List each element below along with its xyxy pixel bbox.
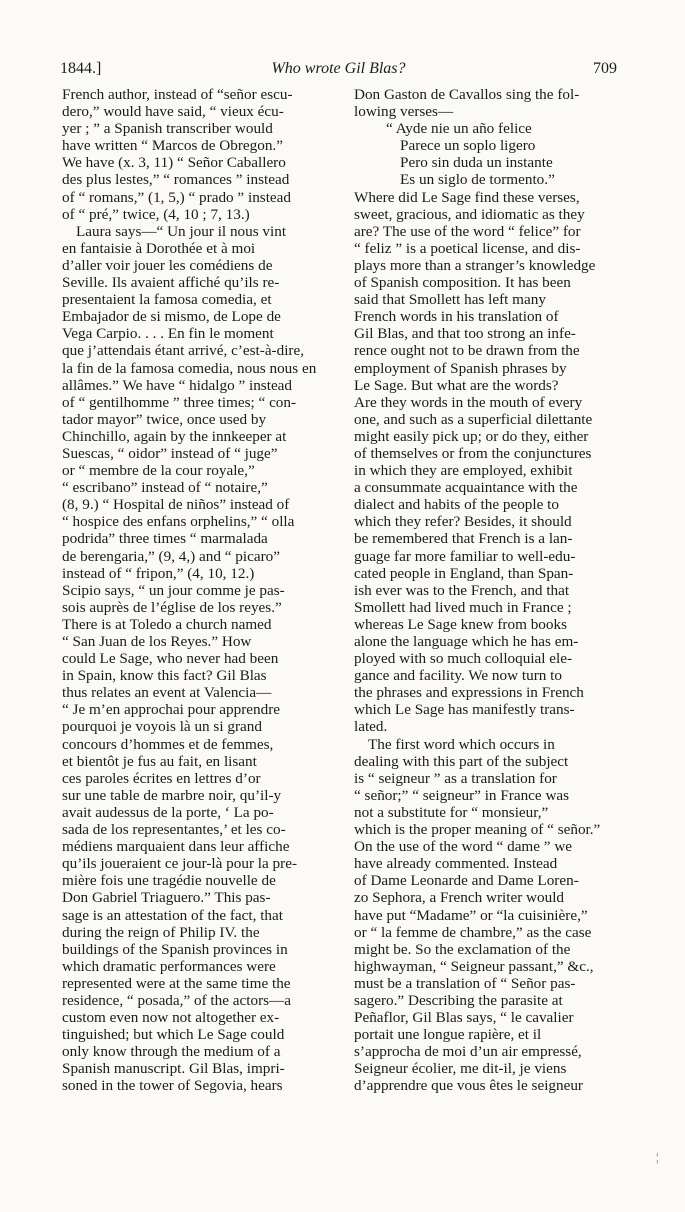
running-header — [60, 60, 617, 80]
text-line: which they refer? Besides, it should — [354, 513, 572, 531]
text-line: zo Sephora, a French writer would — [354, 889, 565, 907]
text-line: Don Gaston de Cavallos sing the fol- — [354, 86, 580, 103]
text-line: de berengaria,” (9, 4,) and “ picaro” — [62, 547, 280, 565]
text-line: one, and such as a superficial dilettante — [354, 410, 593, 428]
text-line: Pero sin duda un instante — [400, 154, 553, 172]
text-line: dero,” would have said, “ vieux écu- — [62, 103, 284, 121]
text-line: of “ gentilhomme ” three times; “ con- — [62, 393, 297, 411]
text-line: yer ; ” a Spanish transcriber would — [62, 120, 273, 138]
text-line: sagero.” Describing the parasite at — [354, 991, 563, 1009]
text-line: Laura says—“ Un jour il nous vint — [76, 222, 287, 240]
text-line: Spanish manuscript. Gil Blas, impri- — [62, 1060, 285, 1078]
text-line: Chinchillo, again by the innkeeper at — [62, 427, 287, 445]
text-line: which dramatic performances were — [62, 957, 276, 975]
text-line: of Dame Leonarde and Dame Loren- — [354, 872, 579, 890]
text-line: of themselves or from the conjunctures — [354, 444, 592, 462]
text-line: plays more than a stranger’s knowledge — [354, 256, 596, 274]
text-line: “ Je m’en approchai pour apprendre — [62, 701, 281, 719]
text-line: whereas Le Sage knew from books — [354, 615, 567, 633]
text-line: tador mayor” twice, once used by — [62, 410, 267, 428]
text-line: “ hospice des enfans orphelins,” “ olla — [62, 513, 295, 531]
text-line: highwayman, “ Seigneur passant,” &c., — [354, 957, 594, 975]
text-line: instead of “ fripon,” (4, 10, 12.) — [62, 564, 255, 582]
text-line: of Spanish composition. It has been — [354, 274, 571, 292]
text-line: Suescas, “ oidor” instead of “ juge” — [62, 444, 278, 462]
text-line: buildings of the Spanish provinces in — [62, 940, 288, 958]
text-line: the phrases and expressions in French — [354, 684, 584, 702]
text-line: French words in his translation of — [354, 308, 559, 326]
text-line: s’approcha de moi d’un air empressé, — [354, 1043, 582, 1061]
text-line: thus relates an event at Valencia— — [62, 684, 272, 702]
text-line: d’aller voir jouer les comédiens de — [62, 256, 273, 274]
text-line: gance and facility. We now turn to — [354, 667, 562, 685]
text-line: presentaient la famosa comedia, et — [62, 291, 272, 309]
text-line: ces paroles écrites en lettres d’or — [62, 769, 261, 787]
text-line: There is at Toledo a church named — [62, 615, 272, 633]
text-line: tinguished; but which Le Sage could — [62, 1026, 285, 1044]
text-line: We have (x. 3, 11) “ Señor Caballero — [62, 154, 286, 172]
text-line: have already commented. Instead — [354, 855, 558, 873]
text-line: or “ la femme de chambre,” as the case — [354, 923, 592, 941]
text-line: “ Ayde nie un año felice — [386, 120, 532, 138]
text-line: “ feliz ” is a poetical license, and dis- — [354, 239, 581, 257]
text-line: could Le Sage, who never had been — [62, 650, 279, 668]
header-title: Who wrote Gil Blas? — [271, 60, 406, 77]
text-line: represented were at the same time the — [62, 974, 291, 992]
text-line: pourquoi je voyois là un si grand — [62, 718, 262, 736]
text-line: portait une longue rapière, et il — [354, 1026, 542, 1044]
text-line: Scipio says, “ un jour comme je pas- — [62, 581, 285, 599]
text-line: dialect and habits of the people to — [354, 496, 559, 514]
text-line: have written “ Marcos de Obregon.” — [62, 137, 283, 155]
header-date: 1844.] — [60, 60, 102, 77]
text-line: et bientôt je fus au fait, en lisant — [62, 752, 257, 770]
text-line: custom even now not altogether ex- — [62, 1009, 280, 1027]
text-line: in which they are employed, exhibit — [354, 462, 573, 480]
text-line: Le Sage. But what are the words? — [354, 376, 559, 394]
text-line: Peñaflor, Gil Blas says, “ le cavalier — [354, 1009, 574, 1027]
right-column — [354, 86, 622, 1095]
text-line: ployed with so much colloquial ele- — [354, 650, 573, 668]
text-line: of “ romans,” (1, 5,) “ prado ” instead — [62, 188, 291, 206]
text-line: podrida” three times “ marmalada — [62, 530, 268, 548]
text-line: concours d’hommes et de femmes, — [62, 735, 274, 753]
text-line: d’apprendre que vous êtes le seigneur — [354, 1077, 583, 1095]
text-line: might easily pick up; or do they, either — [354, 427, 589, 445]
text-line: is “ seigneur ” as a translation for — [354, 769, 557, 787]
text-line: The first word which occurs in — [368, 735, 555, 753]
text-line: que j’attendais étant arrivé, c’est-à-dire, — [62, 342, 305, 360]
text-line: qu’ils joueraient ce jour-là pour la pre- — [62, 855, 298, 873]
text-line: guage far more familiar to well-edu- — [354, 547, 576, 565]
text-line: “ San Juan de los Reyes.” How — [62, 633, 252, 650]
text-line: employment of Spanish phrases by — [354, 359, 567, 377]
text-line: a consummate acquaintance with the — [354, 479, 578, 497]
text-line: lated. — [354, 718, 388, 736]
text-line: during the reign of Philip IV. the — [62, 923, 260, 941]
text-line: sweet, gracious, and idiomatic as they — [354, 205, 585, 223]
text-line: Es un siglo de tormento.” — [400, 171, 555, 189]
text-line: sur une table de marbre noir, qu’il-y — [62, 786, 282, 804]
text-line: Are they words in the mouth of every — [354, 393, 583, 411]
text-line: dealing with this part of the subject — [354, 752, 569, 770]
text-line: des plus lestes,” “ romances ” instead — [62, 171, 290, 189]
text-line: Don Gabriel Triaguero.” This pas- — [62, 889, 271, 907]
text-line: allâmes.” We have “ hidalgo ” instead — [62, 376, 293, 394]
text-line: “ escribano” instead of “ notaire,” — [62, 479, 268, 497]
text-line: be remembered that French is a lan- — [354, 530, 573, 548]
text-line: Smollett had lived much in France ; — [354, 598, 572, 616]
text-line: Embajador de si mismo, de Lope de — [62, 308, 281, 326]
text-line: French author, instead of “señor escu- — [62, 86, 293, 103]
text-line: Vega Carpio. . . . En fin le moment — [62, 325, 274, 343]
text-line: rence ought not to be drawn from the — [354, 342, 580, 360]
text-line: “ señor;” “ seigneur” in France was — [354, 786, 570, 804]
text-line: residence, “ posada,” of the actors—a — [62, 991, 291, 1009]
text-line: On the use of the word “ dame ” we — [354, 838, 573, 856]
text-line: might be. So the exclamation of the — [354, 940, 571, 958]
text-line: Parece un soplo ligero — [400, 137, 536, 155]
text-line: are? The use of the word “ felice” for — [354, 222, 581, 240]
page-number: 709 — [593, 60, 617, 77]
text-line: soned in the tower of Segovia, hears — [62, 1077, 283, 1095]
text-line: sois auprès de l’église de los reyes.” — [62, 598, 282, 616]
text-line: (8, 9.) “ Hospital de niños” instead of — [62, 496, 290, 514]
edge-mark: ¦ — [656, 1150, 659, 1164]
text-line: which Le Sage has manifestly trans- — [354, 701, 575, 719]
text-line: médiens marquaient dans leur affiche — [62, 838, 290, 856]
left-column — [62, 86, 336, 1095]
text-line: sada de los representantes,’ et les co- — [62, 821, 286, 839]
text-line: mière fois une tragédie nouvelle de — [62, 872, 276, 890]
text-line: only know through the medium of a — [62, 1043, 281, 1061]
text-line: sage is an attestation of the fact, that — [62, 906, 283, 924]
text-line: in Spain, know this fact? Gil Blas — [62, 667, 267, 685]
text-line: Where did Le Sage find these verses, — [354, 188, 580, 206]
text-line: said that Smollett has left many — [354, 291, 546, 309]
text-line: avait audessus de la porte, ‘ La po- — [62, 803, 274, 821]
text-line: have put “Madame” or “la cuisinière,” — [354, 906, 588, 924]
text-line: en fantaisie à Dorothée et à moi — [62, 239, 256, 257]
text-line: Seigneur écolier, me dit-il, je viens — [354, 1060, 567, 1078]
text-line: which is the proper meaning of “ señor.” — [354, 821, 601, 839]
text-line: la fin de la famosa comedia, nous nous en — [62, 359, 317, 377]
text-line: of “ pré,” twice, (4, 10 ; 7, 13.) — [62, 205, 250, 223]
text-line: ish ever was to the French, and that — [354, 581, 570, 599]
text-line: cated people in England, than Span- — [354, 564, 574, 582]
text-line: Seville. Ils avaient affiché qu’ils re- — [62, 274, 280, 292]
text-line: Gil Blas, and that too strong an infe- — [354, 325, 576, 343]
text-line: must be a translation of “ Señor pas- — [354, 974, 576, 992]
text-line: not a substitute for “ monsieur,” — [354, 803, 549, 821]
text-line: or “ membre de la cour royale,” — [62, 462, 255, 480]
text-line: lowing verses— — [354, 103, 454, 121]
text-line: alone the language which he has em- — [354, 633, 579, 650]
